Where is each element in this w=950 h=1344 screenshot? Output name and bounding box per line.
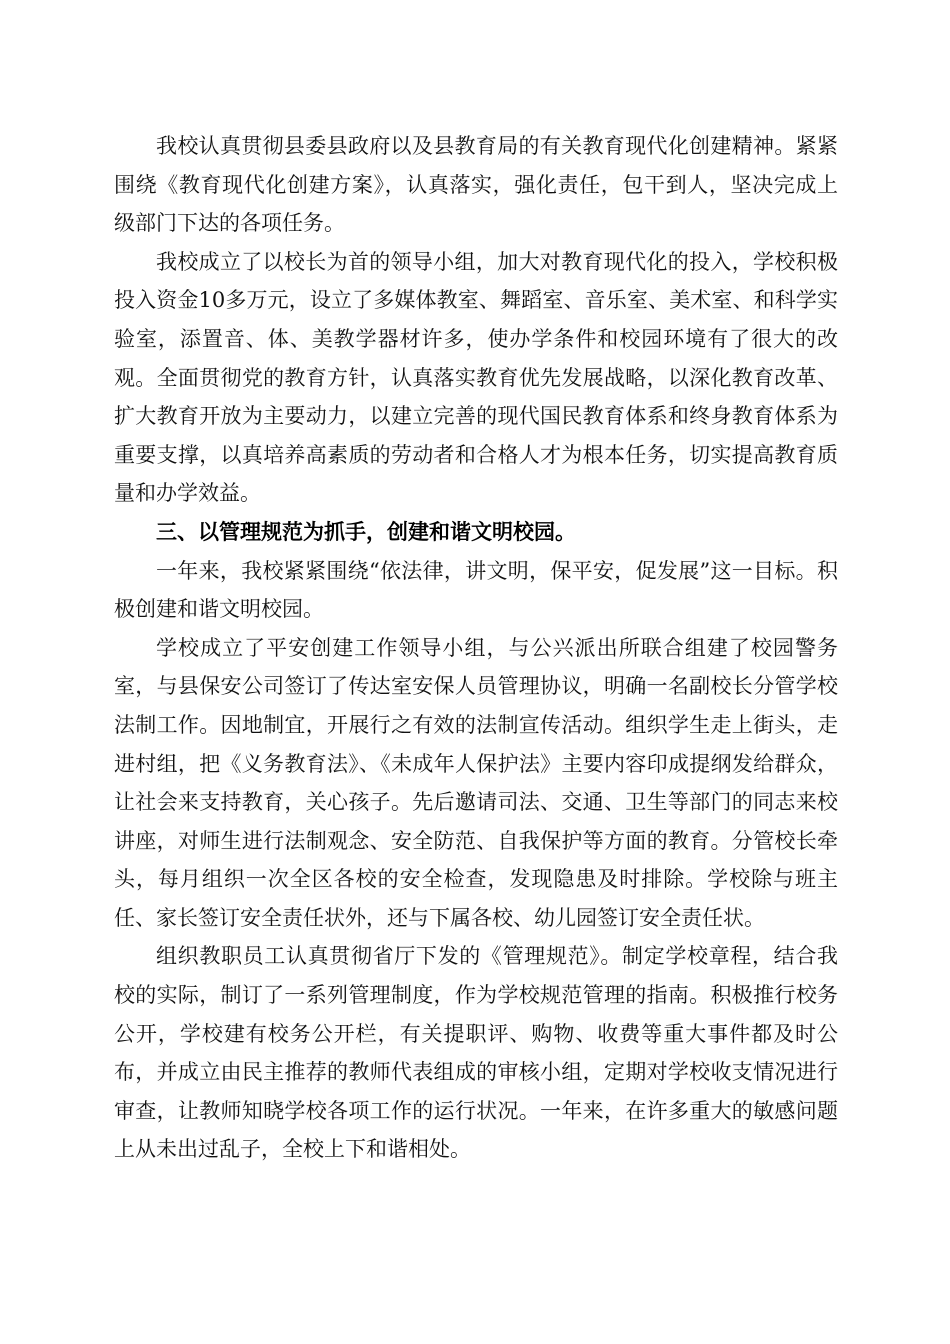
paragraph-directive: 我校认真贯彻县委县政府以及县教育局的有关教育现代化创建精神。紧紧围绕《教育现代化创建方案》，认真落实，强化责任，包干到人，坚决完成上级部门下达的各项任务。 bbox=[114, 134, 838, 236]
paragraph-safety: 学校成立了平安创建工作领导小组，与公兴派出所联合组建了校园警务室，与县保安公司签订了传达室安保人员管理协议，明确一名副校长分管学校法制工作。因地制宜，开展行之有效的法制宣传活动。组织学生走上街头，走进村组，把《义务教育法》、《未成年人保护法》主要内容印成提纲发给群众，让社会来支持教育，关心孩子。先后邀请司法、交通、卫生等部门的同志来校讲座，对师生进行法制观念、安全防范、自我保护等方面的教育。分管校长牵头，每月组织一次全区各校的安全检查，发现隐患及时排除。学校除与班主任、家长签订安全责任状外，还与下属各校、幼儿园签订安全责任状。 bbox=[114, 635, 838, 930]
document-body bbox=[114, 127, 838, 1169]
paragraph-goal: 一年来，我校紧紧围绕“依法律，讲文明，保平安，促发展”这一目标。积极创建和谐文明校园。 bbox=[114, 558, 838, 622]
paragraph-management: 组织教职员工认真贯彻省厅下发的《管理规范》。制定学校章程，结合我校的实际，制订了一系列管理制度，作为学校规范管理的指南。积极推行校务公开，学校建有校务公开栏，有关提职评、购物、收费等重大事件都及时公布，并成立由民主推荐的教师代表组成的审核小组，定期对学校收支情况进行审查，让教师知晓学校各项工作的运行状况。一年来，在许多重大的敏感问题上从未出过乱子，全校上下和谐相处。 bbox=[114, 944, 838, 1162]
section-heading: 三、以管理规范为抓手，创建和谐文明校园。 bbox=[156, 519, 576, 544]
paragraph-investment: 我校成立了以校长为首的领导小组，加大对教育现代化的投入，学校积极投入资金10多万元，设立了多媒体教室、舞蹈室、音乐室、美术室、和科学实验室，添置音、体、美教学器材许多，使办学条件和校园环境有了很大的改观。全面贯彻党的教育方针，认真落实教育优先发展战略，以深化教育改革、扩大教育开放为主要动力，以建立完善的现代国民教育体系和终身教育体系为重要支撑，以真培养高素质的劳动者和合格人才为根本任务，切实提高教育质量和办学效益。 bbox=[114, 249, 838, 506]
